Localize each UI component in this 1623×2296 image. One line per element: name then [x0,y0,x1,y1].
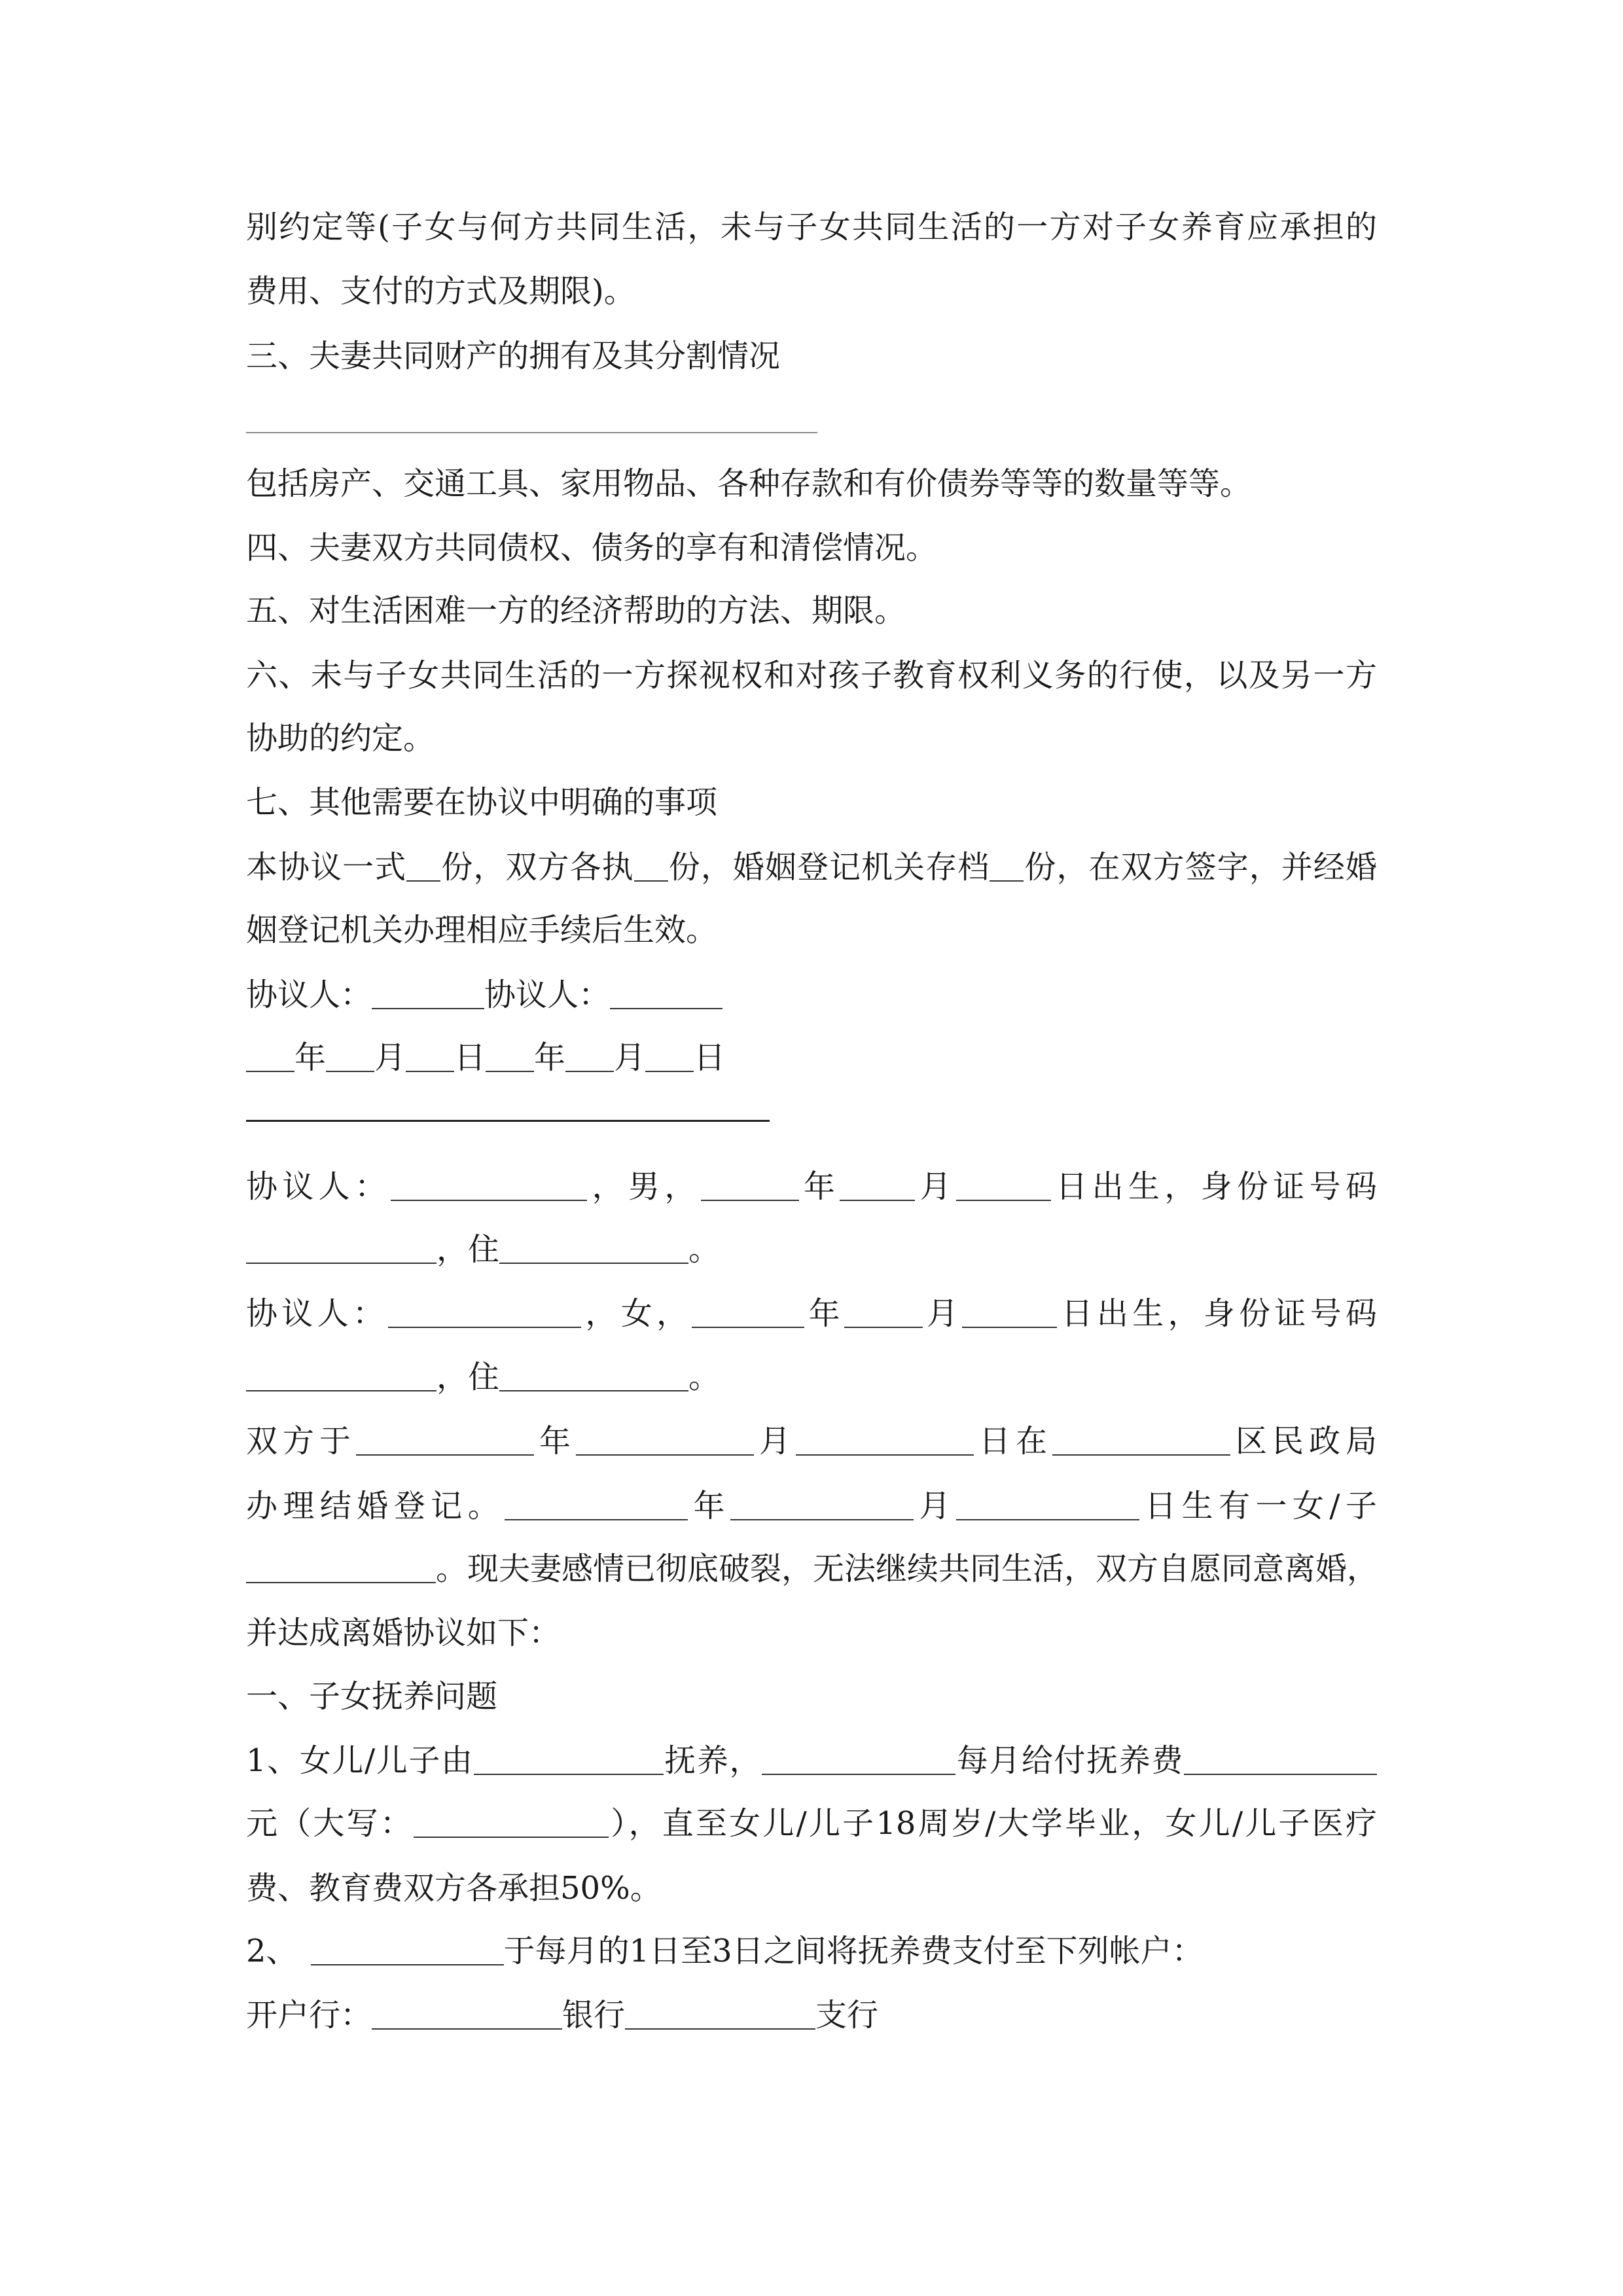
paragraph-line: 并达成离婚协议如下： [246,1615,561,1651]
text: 。 [688,1359,721,1395]
section-heading-6: 六、未与子女共同生活的一方探视权和对孩子教育权利义务的行使，以及另一方 [246,657,1377,694]
text: 元（大写： [246,1805,414,1842]
text: 2、 [246,1933,298,1969]
fill-in-line [246,432,817,433]
text: ，女， [581,1295,692,1332]
text: 月 [753,1423,796,1460]
party-male-line [246,1167,1377,1206]
text: 月 [915,1168,956,1205]
blank-field[interactable] [692,1298,804,1328]
blank-field[interactable] [372,2000,562,2030]
blank-field[interactable] [840,1171,915,1201]
text: 份，在双方签字，并经婚 [1024,849,1377,886]
bank-line [246,1996,1377,2035]
text: ，住 [437,1231,500,1268]
text: 协议人： [246,1168,391,1205]
blank-field[interactable] [388,1298,581,1328]
blank-field[interactable] [499,1361,688,1391]
text: 年 [294,1039,327,1076]
custody-line [246,1741,1377,1780]
text: 年 [533,1423,576,1460]
blank-field[interactable] [844,1298,923,1328]
blank-field[interactable] [505,1490,688,1520]
blank-field[interactable] [311,1935,504,1965]
signature-field[interactable] [610,979,722,1009]
text: 日 [694,1039,726,1076]
blank-field[interactable] [576,1426,754,1456]
blank-field[interactable] [391,1171,587,1201]
blank-field[interactable] [730,1490,914,1520]
blank-field[interactable] [246,1361,437,1391]
blank-field[interactable] [486,1042,534,1072]
text: ，住 [437,1359,500,1395]
payment-line [246,1931,1377,1971]
section-heading-4: 四、夫妻双方共同债权、债务的享有和清偿情况。 [246,529,938,566]
text: 日在 [973,1423,1052,1460]
text: 1、女儿/儿子由 [246,1742,474,1779]
text: 开户行： [246,1997,372,2034]
signature-field[interactable] [372,979,484,1009]
paragraph-line: 姻登记机关办理相应手续后生效。 [246,912,718,948]
party-male-address-line [246,1230,1377,1269]
separator-line [246,1120,770,1122]
section-heading-7: 七、其他需要在协议中明确的事项 [246,784,718,821]
text: 双方于 [246,1423,356,1460]
text: ），直至女儿/儿子18周岁/大学毕业，女儿/儿子医疗 [609,1805,1377,1842]
signature-line [246,975,1377,1014]
text: 本协议一式 [246,849,407,886]
paragraph-line [246,1549,1377,1588]
marriage-registration-line [246,1422,1377,1461]
blank-field[interactable] [625,2000,815,2030]
blank-field[interactable] [246,1234,437,1264]
text: 日生有一女/子 [1139,1488,1377,1524]
blank-field[interactable] [246,1553,436,1583]
blank-field[interactable] [414,1808,609,1838]
text: 于每月的1日至3日之间将抚养费支付至下列帐户： [503,1933,1204,1969]
text: 年 [688,1488,730,1524]
text: 银行 [562,1997,626,2034]
date-line [246,1038,1377,1077]
blank-field[interactable] [796,1426,974,1456]
text: 年 [534,1039,566,1076]
blank-field[interactable] [962,1298,1057,1328]
blank-field[interactable] [1184,1745,1377,1775]
blank-field[interactable] [701,1171,799,1201]
text: 年 [804,1295,844,1332]
blank-field[interactable] [406,1042,454,1072]
blank-field[interactable] [499,1234,688,1264]
text: 每月给付抚养费 [955,1742,1184,1779]
blank-field[interactable] [406,852,440,882]
text: 办理结婚登记。 [246,1488,505,1524]
text: 月 [374,1039,406,1076]
blank-field[interactable] [956,1490,1139,1520]
party-female-address-line [246,1357,1377,1397]
text: 。 [688,1231,721,1268]
text: 月 [913,1488,956,1524]
support-amount-line [246,1804,1377,1843]
blank-field[interactable] [356,1426,534,1456]
copies-clause [246,848,1377,887]
blank-field[interactable] [246,1042,294,1072]
paragraph-line: 包括房产、交通工具、家用物品、各种存款和有价债券等等的数量等等。 [246,465,1252,502]
label: 协议人： [484,977,611,1013]
text: 月 [614,1039,646,1076]
text: 区民政局 [1230,1423,1377,1460]
text: 年 [798,1168,840,1205]
party-female-line [246,1294,1377,1333]
blank-field[interactable] [565,1042,614,1072]
blank-field[interactable] [326,1042,374,1072]
blank-field[interactable] [990,852,1024,882]
blank-field[interactable] [956,1171,1051,1201]
text: 支行 [815,1997,879,2034]
blank-field[interactable] [634,852,668,882]
text: 份，双方各执 [440,849,634,886]
section-heading-1: 一、子女抚养问题 [246,1678,498,1715]
text: ，男， [587,1168,701,1205]
text: 日 [454,1039,486,1076]
section-heading-3: 三、夫妻共同财产的拥有及其分割情况 [246,338,781,374]
paragraph-line: 别约定等(子女与何方共同生活，未与子女共同生活的一方对子女养育应承担的 [246,209,1377,245]
blank-field[interactable] [474,1745,664,1775]
text: 月 [922,1295,963,1332]
text: 日出生，身份证号码 [1051,1168,1377,1205]
child-birth-line [246,1486,1377,1526]
paragraph-line: 费用、支付的方式及期限)。 [246,273,635,310]
paragraph-line: 费、教育费双方各承担50%。 [246,1870,662,1907]
blank-field[interactable] [762,1745,955,1775]
text: 协议人： [246,1295,389,1332]
text: 抚养， [663,1742,762,1779]
text: 日出生，身份证号码 [1057,1295,1377,1332]
blank-field[interactable] [1052,1426,1230,1456]
section-heading-5: 五、对生活困难一方的经济帮助的方法、期限。 [246,592,906,629]
paragraph-line: 协助的约定。 [246,720,435,757]
label: 协议人： [246,977,372,1013]
text: 份，婚姻登记机关存档 [668,849,990,886]
text: 。现夫妻感情已彻底破裂，无法继续共同生活，双方自愿同意离婚， [436,1551,1379,1587]
blank-field[interactable] [645,1042,694,1072]
